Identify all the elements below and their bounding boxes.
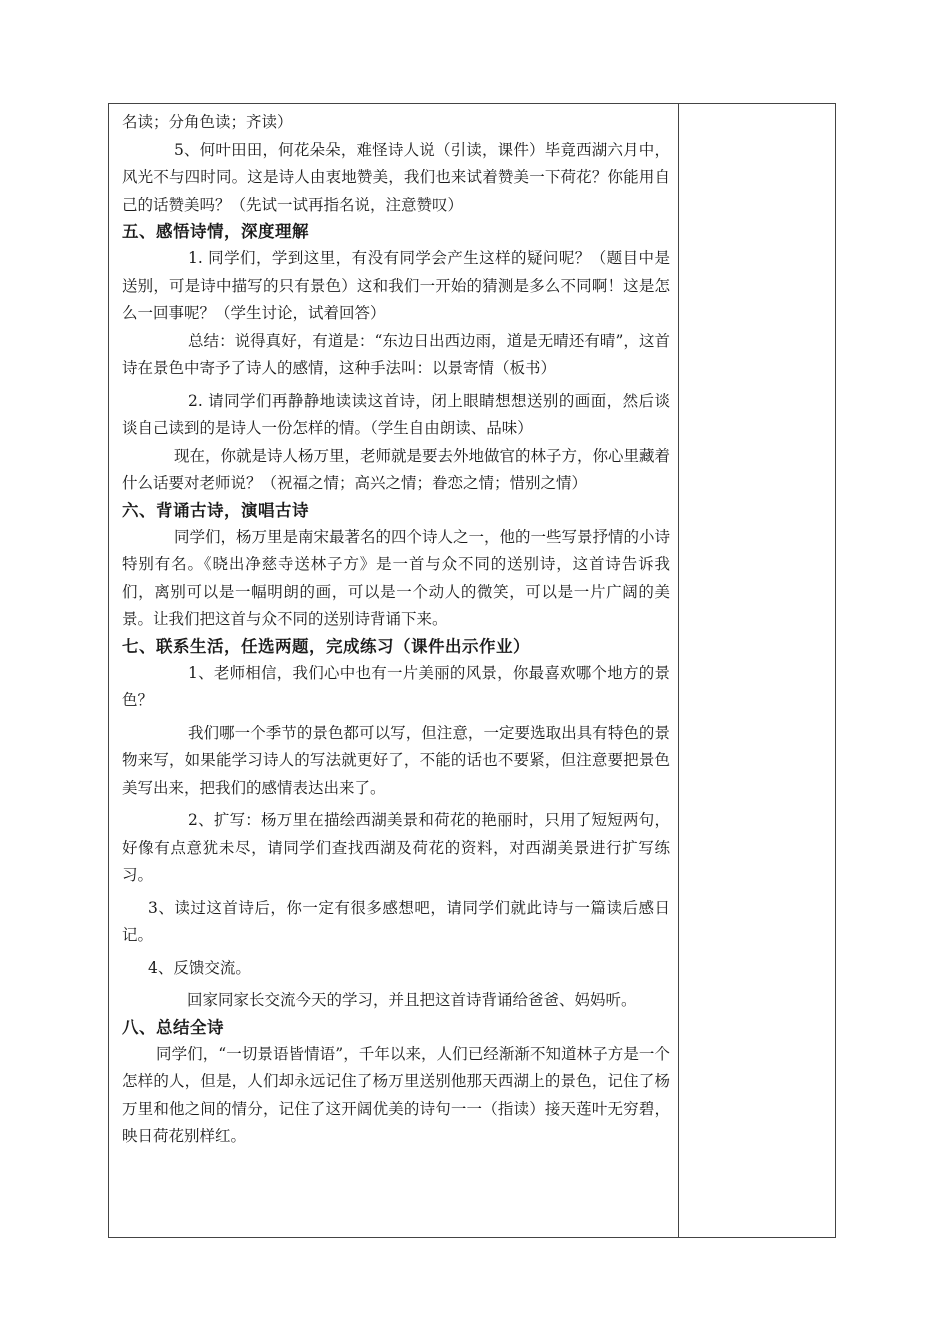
exercise-item-1: 1、老师相信，我们心中也有一片美丽的风景，你最喜欢哪个地方的景色？: [122, 663, 670, 709]
paragraph-season-tip: 我们哪一个季节的景色都可以写，但注意，一定要选取出具有特色的景物来写，如果能学习诗人的写法就更好了，不能的话也不要紧，但注意要把景色美写出来，把我们的感情表达出来了。: [122, 723, 670, 797]
paragraph-question-1: 1. 同学们，学到这里，有没有同学会产生这样的疑问呢？（题目中是送别，可是诗中描写的只有景色）这和我们一开始的猜测是多么不同啊！这是怎么一回事呢？（学生讨论，试着回答）: [122, 249, 670, 322]
paragraph-praise-lotus: 5、何叶田田，何花朵朵，难怪诗人说（引读，课件）毕竟西湖六月中，风光不与四时同。这是诗人由衷地赞美，我们也来试着赞美一下荷花？你能用自己的话赞美吗？（先试一试再指名说，注意赞叹）: [122, 140, 670, 214]
paragraph-role-play: 现在，你就是诗人杨万里，老师就是要去外地做官的林子方，你心里藏着什么话要对老师说？（祝福之情；高兴之情；眷恋之情；惜别之情）: [122, 446, 671, 492]
exercise-item-2: 2、扩写：杨万里在描绘西湖美景和荷花的艳丽时，只用了短短两句，好像有点意犹未尽，请同学们查找西湖及荷花的资料，对西湖美景进行扩写练习。: [122, 811, 670, 884]
paragraph-conclusion: 同学们，“一切景语皆情语”，千年以来，人们已经渐渐不知道林子方是一个怎样的人，但是，人们却永远记住了杨万里送别他那天西湖上的景色，记住了杨万里和他之间的情分，记住了这开阔优美的诗句一一（指读）接天莲叶无穷碧，映日荷花别样红。: [122, 1044, 670, 1145]
section-heading-6: 六、背诵古诗，演唱古诗: [122, 500, 309, 520]
column-divider: [678, 103, 679, 1238]
paragraph-recite: 同学们，杨万里是南宋最著名的四个诗人之一，他的一些写景抒情的小诗特别有名。《晓出净慈寺送林子方》是一首与众不同的送别诗，这首诗告诉我们，离别可以是一幅明朗的画，可以是一个动人的微笑，可以是一片广阔的美景。让我们把这首与众不同的送别诗背诵下来。: [122, 527, 671, 628]
text-line: 名读；分角色读；齐读）: [122, 113, 293, 131]
exercise-item-4: 4、反馈交流。: [148, 958, 251, 977]
paragraph-home-share: 回家同家长交流今天的学习，并且把这首诗背诵给爸爸、妈妈听。: [187, 991, 637, 1009]
paragraph-question-2: 2. 请同学们再静静地读读这首诗，闭上眼睛想想送别的画面，然后谈谈自己读到的是诗人一份怎样的情。（学生自由朗读、品味）: [122, 391, 670, 437]
section-heading-8: 八、总结全诗: [122, 1017, 224, 1037]
paragraph-summary: 总结：说得真好，有道是：“东边日出西边雨，道是无晴还有晴”，这首诗在景色中寄予了诗人的感情，这种手法叫：以景寄情（板书）: [122, 331, 670, 377]
lesson-content: [122, 109, 670, 1151]
section-heading-5: 五、感悟诗情，深度理解: [122, 222, 309, 241]
section-heading-7: 七、联系生活，任选两题，完成练习（课件出示作业）: [122, 636, 530, 656]
exercise-item-3: 3、读过这首诗后，你一定有很多感想吧，请同学们就此诗与一篇读后感日记。: [122, 898, 670, 944]
